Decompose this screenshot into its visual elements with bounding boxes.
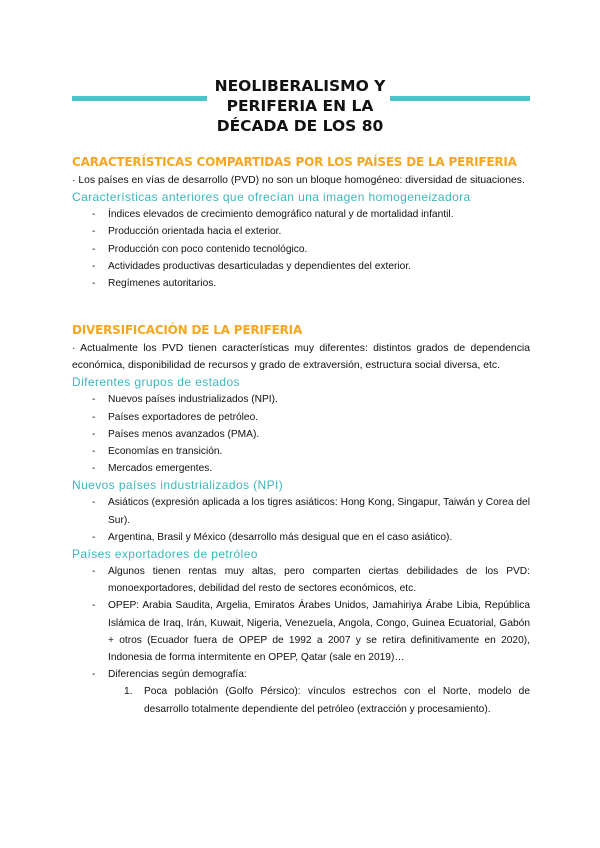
subsection-heading: Características anteriores que ofrecían una imagen homogeneizadora [72, 190, 471, 205]
numbered-item: 1. Poca población (Golfo Pérsico): vínculos estrechos con el Norte, modelo de desarrollo totalmente dependiente del petróleo (extracción y procesamiento). [124, 686, 530, 715]
list-item: - Algunos tienen rentas muy altas, pero comparten ciertas debilidades de los PVD: monoexportadores, debilidad del resto de sectores económicos, etc. [92, 566, 530, 595]
list-item: - Argentina, Brasil y México (desarrollo más desigual que en el caso asiático). [92, 531, 453, 543]
list-item: - Regímenes autoritarios. [92, 278, 217, 290]
page-title [200, 76, 400, 136]
bullet-list [72, 391, 530, 477]
section-diversification [72, 322, 530, 718]
section-paragraph: · Actualmente los PVD tienen características muy diferentes: distintos grados de dependencia económica, disponibilidad de recursos y grado de extraversión, estructura social diversa, etc. [72, 343, 530, 372]
list-item: - Países menos avanzados (PMA). [92, 428, 260, 440]
bullet-list [72, 563, 530, 683]
subsection-heading: Diferentes grupos de estados [72, 375, 240, 390]
section-heading: CARACTERÍSTICAS COMPARTIDAS POR LOS PAÍSES DE LA PERIFERIA [72, 155, 517, 169]
title-line-3: DÉCADA DE LOS 80 [216, 117, 384, 135]
title-right-bar [390, 96, 530, 101]
list-item: - Mercados emergentes. [92, 463, 213, 475]
list-item: - Economías en transición. [92, 446, 223, 458]
list-item: - Diferencias según demografía: [92, 669, 247, 681]
numbered-list [72, 683, 530, 717]
list-item: - Asiáticos (expresión aplicada a los tigres asiáticos: Hong Kong, Singapur, Taiwán y Corea del Sur). [92, 497, 530, 526]
section-characteristics [72, 154, 530, 292]
bullet-list [72, 206, 530, 292]
section-paragraph: · Los países en vías de desarrollo (PVD) no son un bloque homogéneo: diversidad de situaciones. [72, 175, 525, 186]
list-item: - Nuevos países industrializados (NPI). [92, 394, 278, 406]
list-item: - OPEP: Arabia Saudita, Argelia, Emiratos Árabes Unidos, Jamahiriya Árabe Libia, República Islámica de Iraq, Irán, Kuwait, Nigeria, Venezuela, Angola, Congo, Guinea Ecuatorial, Gabón + otros (Ecuador fuera de OPEP de 1992 a 2007 y se retira definitivamente en 2020), Indonesia de forma intermitente en OPEP, Qatar (sale en 2019)… [92, 600, 530, 664]
title-left-bar [72, 96, 207, 101]
title-line-2: PERIFERIA EN LA [226, 97, 374, 115]
subsection-heading: Nuevos países industrializados (NPI) [72, 478, 284, 493]
list-item: - Índices elevados de crecimiento demográfico natural y de mortalidad infantil. [92, 209, 454, 221]
subsection-heading: Países exportadores de petróleo [72, 547, 258, 562]
bullet-list [72, 494, 530, 546]
title-line-1: NEOLIBERALISMO Y [214, 77, 386, 95]
list-item: - Producción con poco contenido tecnológico. [92, 243, 308, 255]
section-heading: DIVERSIFICACIÓN DE LA PERIFERIA [72, 323, 303, 337]
list-item: - Actividades productivas desarticuladas y dependientes del exterior. [92, 260, 411, 272]
list-item: - Países exportadores de petróleo. [92, 411, 259, 423]
list-item: - Producción orientada hacia el exterior. [92, 226, 282, 238]
